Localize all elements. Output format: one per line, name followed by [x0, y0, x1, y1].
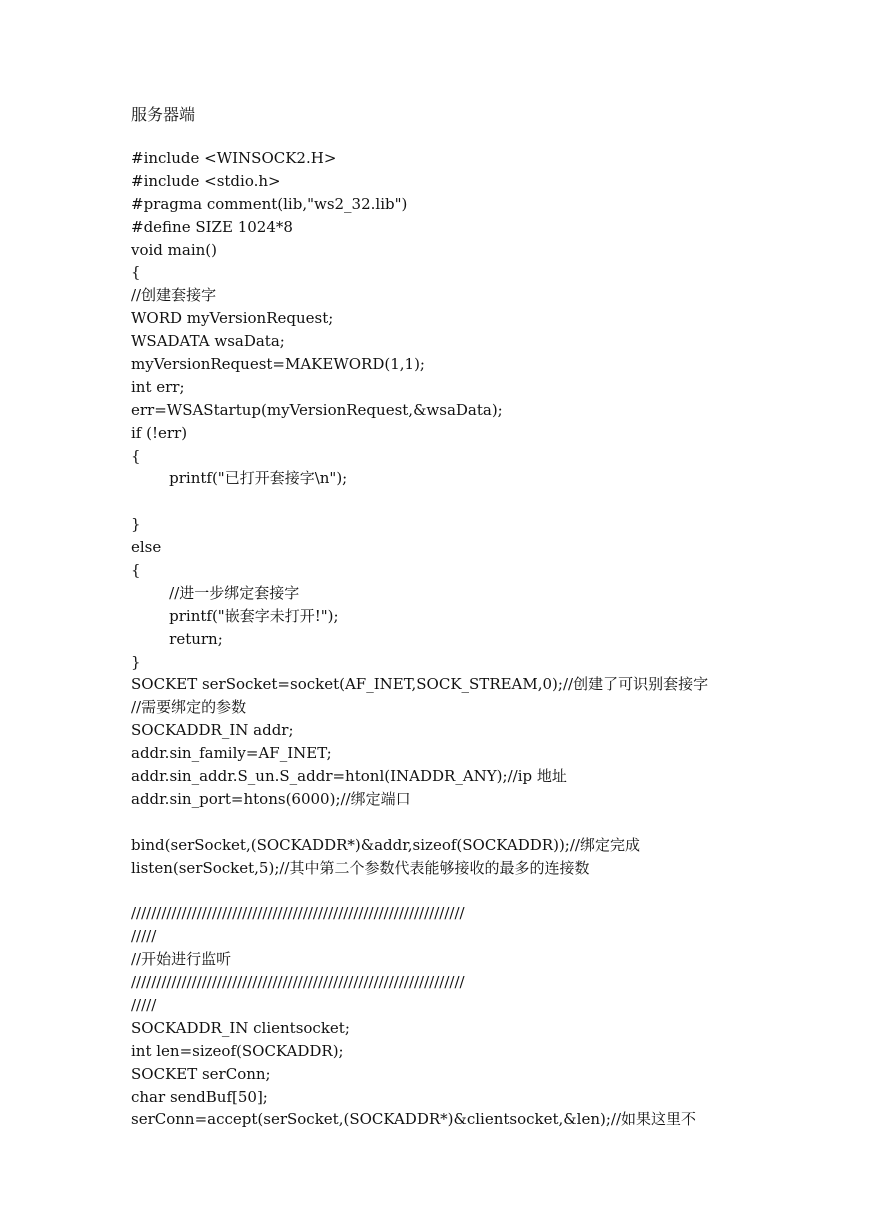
code-line: if (!err) — [131, 423, 188, 442]
code-line: listen(serSocket,5);//其中第二个参数代表能够接收的最多的连接数 — [131, 858, 590, 877]
code-line: //开始进行监听 — [131, 950, 232, 969]
code-line: WSADATA wsaData; — [131, 332, 285, 351]
code-line: ////////////////////////////////////////////////////////////////// — [131, 904, 465, 923]
code-line: //需要绑定的参数 — [131, 698, 247, 717]
code-line: int len=sizeof(SOCKADDR); — [131, 1041, 344, 1060]
code-block — [131, 147, 741, 1131]
code-line: SOCKADDR_IN addr; — [131, 721, 294, 740]
code-line: WORD myVersionRequest; — [131, 309, 334, 328]
code-line: { — [131, 561, 141, 580]
code-line: SOCKET serSocket=socket(AF_INET,SOCK_STREAM,0);//创建了可识别套接字 — [131, 675, 709, 694]
code-line: } — [131, 652, 141, 671]
blank-line — [131, 880, 741, 903]
section-heading: 服务器端 — [131, 105, 196, 124]
code-line: bind(serSocket,(SOCKADDR*)&addr,sizeof(SOCKADDR));//绑定完成 — [131, 835, 640, 854]
code-line: #include <stdio.h> — [131, 171, 281, 190]
blank-line — [131, 490, 741, 513]
code-line: err=WSAStartup(myVersionRequest,&wsaData); — [131, 400, 503, 419]
code-line: ///// — [131, 927, 157, 946]
code-line: addr.sin_addr.S_un.S_addr=htonl(INADDR_ANY);//ip 地址 — [131, 767, 567, 786]
code-line: void main() — [131, 240, 218, 259]
code-line: { — [131, 263, 141, 282]
code-line: #pragma comment(lib,"ws2_32.lib") — [131, 194, 408, 213]
code-line: //进一步绑定套接字 — [131, 583, 300, 602]
code-line: char sendBuf[50]; — [131, 1087, 268, 1106]
code-line: else — [131, 538, 162, 557]
code-line: printf("已打开套接字\n"); — [131, 469, 348, 488]
code-line: SOCKET serConn; — [131, 1064, 271, 1083]
code-line: { — [131, 446, 141, 465]
code-line: } — [131, 515, 141, 534]
code-line: //创建套接字 — [131, 286, 217, 305]
code-line: int err; — [131, 377, 185, 396]
code-line: #include <WINSOCK2.H> — [131, 149, 337, 167]
code-line: addr.sin_family=AF_INET; — [131, 744, 332, 763]
code-line: myVersionRequest=MAKEWORD(1,1); — [131, 355, 425, 374]
code-line: #define SIZE 1024*8 — [131, 217, 293, 236]
code-line: ///// — [131, 995, 157, 1014]
code-line: SOCKADDR_IN clientsocket; — [131, 1018, 350, 1037]
code-line: return; — [131, 629, 223, 648]
blank-line — [131, 811, 741, 834]
code-line: ////////////////////////////////////////////////////////////////// — [131, 973, 465, 992]
code-line: printf("嵌套字未打开!"); — [131, 606, 339, 625]
code-line: serConn=accept(serSocket,(SOCKADDR*)&clientsocket,&len);//如果这里不 — [131, 1110, 696, 1129]
code-line: addr.sin_port=htons(6000);//绑定端口 — [131, 789, 411, 808]
